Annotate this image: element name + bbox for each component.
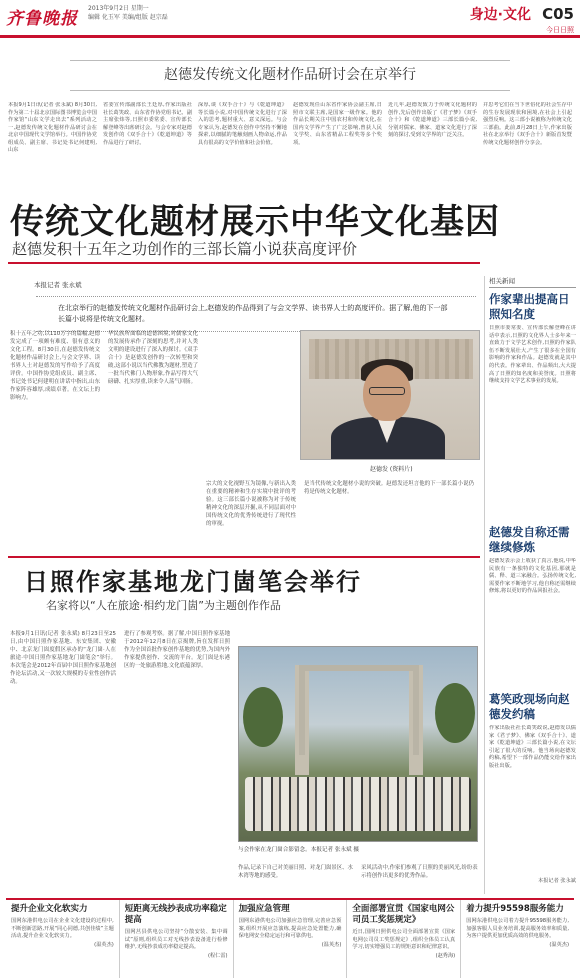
photo-caption: 赵德发 (资料片) (370, 466, 413, 473)
sidebar-item-title: 葛笑政现场向赵德发约稿 (489, 692, 570, 721)
sidebar-item-body: 作家出版社社长葛笑政说,赵德发以儒家《君子梦》、佛家《双手合十》、道家《乾道坤道》三部长篇小说,在文坛引起了很大的反响。他当场向赵德发约稿,希望下一部作品仍能交给作家出版社出版。 (489, 725, 576, 769)
brief-title: 全面部署宣贯《国家电网公司员工奖惩规定》 (352, 904, 455, 925)
second-story-bottom (238, 864, 478, 896)
brief-title: 加强应急管理 (238, 904, 290, 914)
article-column: 是当代传统文化题材小说的突破。赵德发还坦言他的下一部长篇小说仍将是传统文化题材。 (304, 481, 474, 495)
sidebar-signature: 本报记者 张永斌 (538, 878, 576, 884)
article-column: 深厚,谈《双手合十》与《乾道坤道》等长篇小说,对中国传统文化进行了深入的思考,题材重大、意义深远。与会专家认为,赵德发在创作中坚持不懈地探索,以细腻的笔触刻画人物命运,作品具有很高的文学价值和社会价值。 (198, 102, 287, 146)
article-column: 采风活动中,作家们参观了日照的美丽风光,纷纷表示将创作出更多的优秀作品。 (361, 865, 478, 879)
sidebar-item-body: 日照市委常委、宣传部长解登峰在讲话中表示,日照的文化界人士多年来一直致力于文学艺术创作,日照的作家队伍不断发展壮大,产生了很多在全国有影响的作家和作品。赵德发就是其中的代表。作家辈出、作品频出,大大提高了日照的知名度和美誉度。日照将继续支持文学艺术事业的发展。 (489, 325, 576, 385)
brief-title: 提升企业文化软实力 (11, 904, 88, 914)
top-story-title: 赵德发传统文化题材作品研讨会在京举行 (164, 67, 416, 83)
brief-body: 国网莒县供电公司坚持“分散安装、集中调试”原则,组织员工对无线抄表设备进行检修维护,无线抄表成功率稳定提高。 (124, 929, 228, 951)
author-photo (300, 330, 480, 460)
article-column: 本报9月1日讯(记者 张永斌) 8月23日至25日,由中国日照作家基地、东安集团、安徽中、北京龙门崮度假区承办的“龙门崮·人在旅途·中国日照作家基地龙门崮笔会”举行。本次笔会是2012年首届中国日照作家基地创作论坛活动,又一次较大规模的专业性创作活动。 (10, 631, 116, 685)
page-number: C05 (542, 4, 574, 23)
brief-item (461, 900, 574, 978)
masthead-meta (88, 4, 168, 22)
brief-title: 着力提升95598服务能力 (466, 904, 564, 914)
byline: 本报记者 张永斌 (34, 281, 82, 289)
brief-item (234, 900, 348, 978)
section-subtitle: 今日日照 (546, 25, 574, 34)
issue-date: 2013年9月2日 星期一 (88, 5, 149, 12)
brief-body: 国网东港供电公司在企业文化建设的过程中,不断创新思路,开展“同心同德,共创佳绩”主题活动,提升企业文化软实力。 (11, 918, 114, 940)
photo-caption: 与会作家在龙门崮合影留念。本报记者 张永斌 摄 (238, 847, 360, 853)
article-column: 作品,记录下自己对美丽日照、对龙门崮景区、水木湾等地的感受。 (238, 865, 353, 879)
brief-body: 近日,国网日照供电公司全面部署宣贯《国家电网公司员工奖惩规定》,组织全体员工认真学习,切实增强员工的规矩意识和纪律意识。 (352, 929, 456, 951)
article-column: 本报9月1日讯(记者 张永斌) 8月30日,作为第二十届北京国际图书博览会中国作家馆“山东文学走出去”系列活动之一,赵德发传统文化题材作品研讨会在北京中国现代文学馆举行。中国作协党组成员、副主席、书记处书记何建明,山东 (8, 102, 97, 153)
group-photo (238, 646, 478, 842)
article-column: 赵德发现任山东省作家协会副主席,日照市文联主席,是国家一级作家。他的作品长期关注中国农村和传统文化,在国内文学界产生了广泛影响,曾获人民文学奖、山东省精品工程奖等多个奖项。 (293, 102, 382, 146)
brief-signature: (赵秀海) (435, 952, 456, 959)
section-header (470, 3, 574, 35)
divider (8, 556, 480, 558)
news-briefs (6, 898, 574, 978)
top-story-body (8, 102, 572, 190)
brief-signature: (温英杰) (321, 941, 342, 948)
top-story-header (0, 56, 580, 100)
sidebar-item-title: 赵德发自称还需继续修炼 (489, 525, 570, 554)
newspaper-logo: 齐鲁晚报 (6, 9, 78, 29)
article-column: 省委宣传部副部长王廷厚,作家出版社社长葛笑政、山东省作协党组书记、副主席张炜等,日照市委常委、宣传部长解登峰等出席研讨会。与会专家对赵德发创作的《双手合十》《乾道坤道》等作品进行了研讨。 (103, 102, 192, 146)
lead-paragraph: 在北京举行的赵德发传统文化题材作品研讨会上,赵德发的作品得到了与会文学界、读书界人士的高度评价。据了解,他的下一部长篇小说将是传统文化题材。 (36, 296, 476, 332)
article-column: 近几年,赵德发致力于传统文化题材的创作,先后创作出版了《君子梦》《双手合十》和《乾道坤道》三部长篇小说,分别对儒家、佛家、道家文化进行了深刻的探讨,受到文学界的广泛关注。 (388, 102, 477, 138)
divider (8, 262, 480, 264)
brief-signature: (程仁雷) (207, 952, 228, 959)
brief-title: 短距离无线抄表成功率稳定提高 (124, 904, 227, 925)
article-column: 宗大的文化视野互为镜像,与新出入类在重要的精神和生存实境中批评的考验。这三部长篇小说被称为对于传统精神文化的深层开掘,从不同层面对中国传统文化的优秀传统进行了现代性的审视。 (206, 481, 296, 527)
main-headline: 传统文化题材展示中华文化基因 (10, 202, 500, 242)
sidebar-tag: 相关新闻 (489, 276, 576, 288)
masthead (0, 0, 580, 38)
brief-signature: (温英杰) (549, 941, 569, 948)
brief-item (347, 900, 461, 978)
divider (70, 90, 510, 91)
main-subhead: 赵德发积十五年之功创作的三部长篇小说获高度评价 (12, 240, 358, 258)
sidebar-item-body: 赵德发表示会上收获了真言,他说,中华民族有一条独特的文化基因,那就是儒、释、道三家融合。弘扬传统文化,需要作家不断地学习,他自称还需继续修炼,将以更好的作品回报社会。 (489, 558, 576, 595)
second-subhead: 名家将以“人在旅途·相约龙门崮”为主题创作作品 (46, 599, 281, 612)
article-column: 积十五年之功,以110万字的篇幅,赵德发完成了一项颇有难度、很有意义的文化工程。8月30日,在赵德发传统文化题材作品研讨会上,与会文学界、读书界人士对赵德发的写作给予了高度评价。中国作协党组成员、副主席、书记处书记何建明在讲话中指出,山东作家阵容雄厚,成绩卓著。在文坛上的影响力。 (10, 331, 100, 401)
divider (70, 60, 510, 61)
section-name: 身边·文化 (469, 6, 532, 23)
brief-item (120, 900, 234, 978)
article-column: 并思考它们在当下世俗化的社会生存中的生存发展现状和困境,在社会上引起强烈反响。这三部小说被称为传统文化三部曲。此前,8月28日上午,作家出版社在北京举行《双手合十》新版首发暨传统文化题材创作分享会。 (483, 102, 572, 146)
brief-body: 国网东港供电公司加强应急管理,完善应急预案,组织开展应急演练,提高应急处置能力,确保电网安全稳定运行和可靠供电。 (238, 918, 342, 940)
editors-line: 编辑 化玉军 美编/组版 赵宗磊 (88, 14, 168, 21)
article-column: 华民族所面临的道德困境,对儒家文化的发展传承作了深刻的思考,并对人类文明的建设进行了深入的探讨。《双手合十》是赵德发创作的一次转型和突破,这部小说以当代佛教为题材,塑造了一批当代佛门人物形象,作品写得大气磅礴、扎实厚重,读来令人荡气回肠。 (108, 331, 198, 385)
sidebar-item-title: 作家辈出提高日照知名度 (489, 292, 570, 321)
brief-body: 国网东港供电公司着力提升95598服务能力,加强客服人员业务培训,提高服务效率和质量,为客户提供更加优质高效的供电服务。 (466, 918, 569, 940)
article-column: 进行了参观考察。据了解,中国日照作家基地于2012年12月8日在京揭牌,旨在发挥日照作为全国首批作家创作基地的优势,为国内外作家提供创作、交流的平台。龙门崮是东港区的一处旅游胜地,文化底蕴深厚。 (124, 631, 230, 669)
related-news-sidebar (484, 276, 576, 894)
brief-signature: (温英杰) (94, 941, 114, 948)
brief-item (6, 900, 120, 978)
second-headline: 日照作家基地龙门崮笔会举行 (24, 568, 362, 596)
